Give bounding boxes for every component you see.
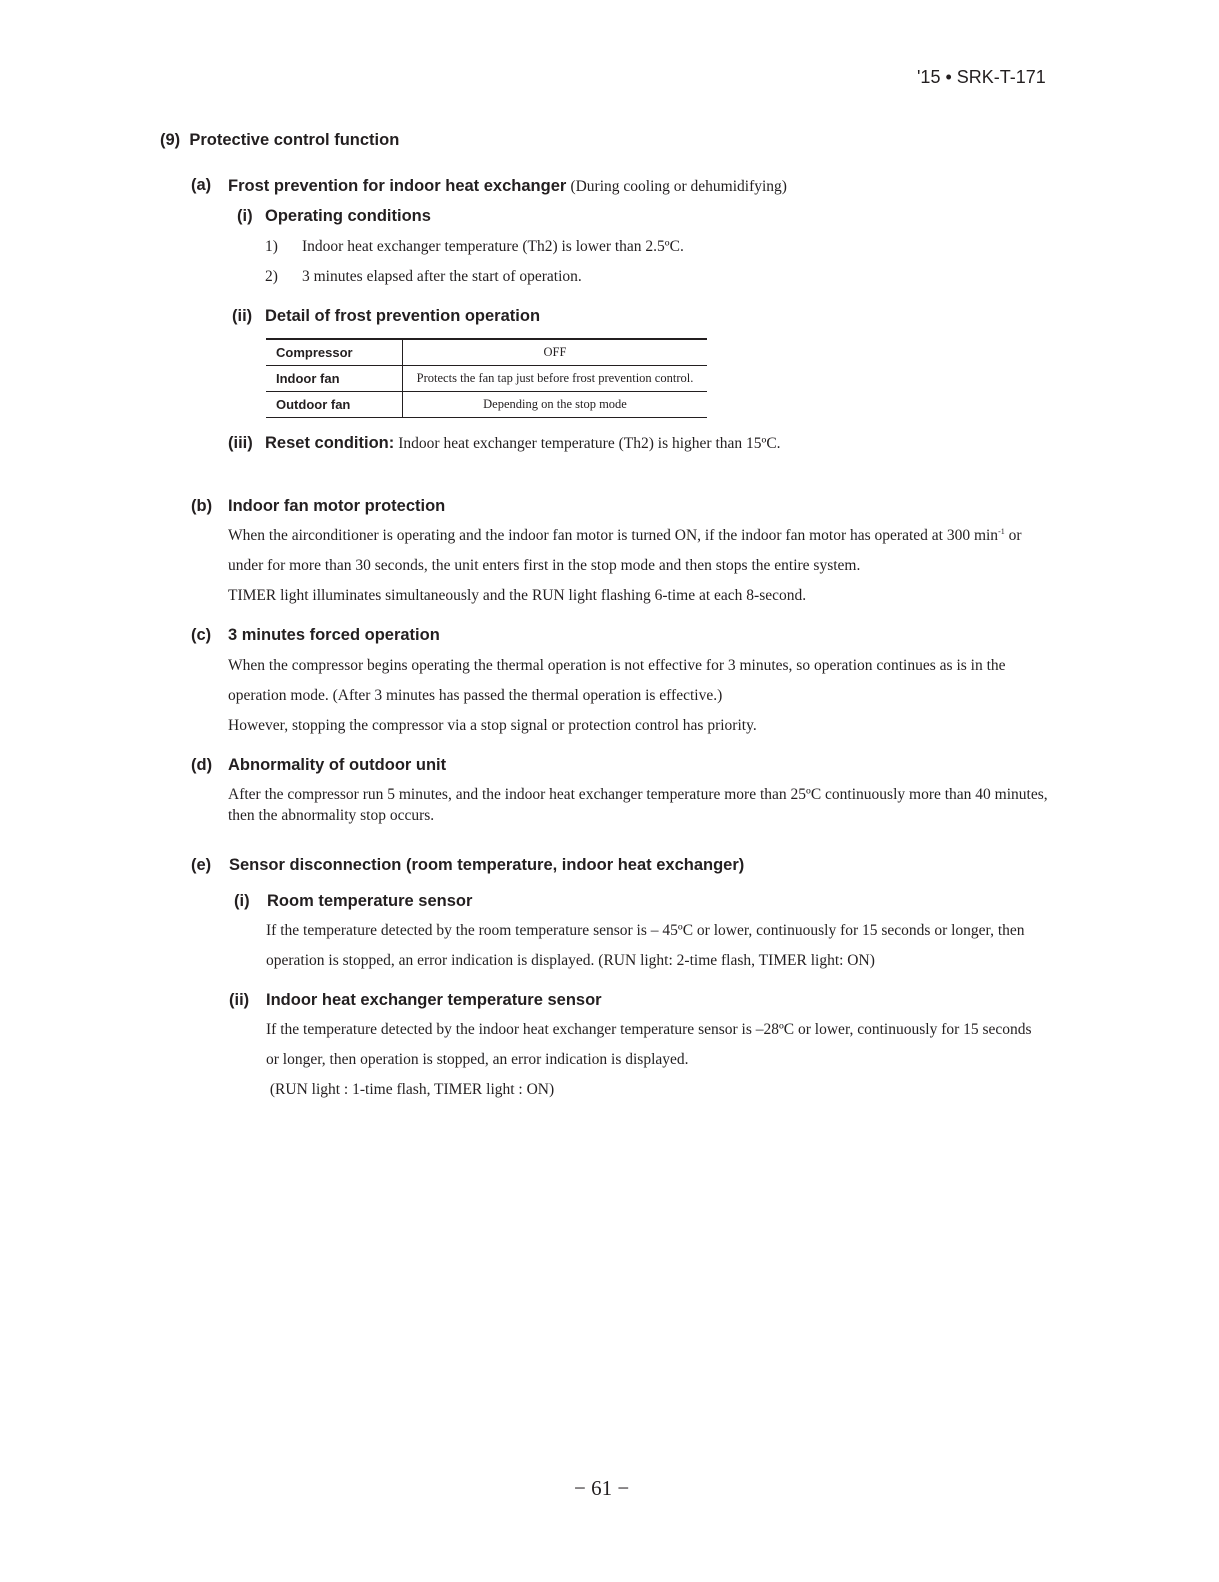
paragraph-line: (RUN light : 1-time flash, TIMER light : ON) bbox=[266, 1081, 555, 1098]
text-run: or bbox=[1004, 527, 1022, 544]
table-key: Indoor fan bbox=[266, 366, 403, 392]
item-a-i-label: (i) bbox=[237, 207, 253, 225]
table-row bbox=[266, 392, 707, 418]
subsection-e-label: (e) bbox=[191, 856, 212, 874]
paragraph-line: operation mode. (After 3 minutes has passed the thermal operation is effective.) bbox=[228, 687, 723, 704]
condition-number: 2) bbox=[265, 268, 278, 285]
subsection-e-title: Sensor disconnection (room temperature, indoor heat exchanger) bbox=[229, 856, 745, 874]
section-title: Protective control function bbox=[189, 131, 400, 149]
subsection-b-title: Indoor fan motor protection bbox=[228, 497, 446, 515]
table-key: Compressor bbox=[266, 339, 403, 366]
section-heading bbox=[160, 131, 399, 150]
condition-text: Indoor heat exchanger temperature (Th2) is lower than 2.5ºC. bbox=[302, 238, 684, 255]
item-e-ii-label: (ii) bbox=[229, 991, 250, 1009]
reset-condition-text: Indoor heat exchanger temperature (Th2) is higher than 15ºC. bbox=[398, 435, 781, 452]
item-a-ii-title: Detail of frost prevention operation bbox=[265, 307, 541, 325]
item-e-i-label: (i) bbox=[234, 892, 250, 910]
paragraph-line: operation is stopped, an error indication is displayed. (RUN light: 2-time flash, TIMER light: ON) bbox=[266, 952, 875, 969]
subsection-c-label: (c) bbox=[191, 626, 212, 644]
paragraph-line: If the temperature detected by the indoor heat exchanger temperature sensor is –28ºC or lower, continuously for 15 seconds bbox=[266, 1021, 1032, 1038]
paragraph-line: However, stopping the compressor via a stop signal or protection control has priority. bbox=[228, 717, 757, 734]
item-e-ii-title: Indoor heat exchanger temperature sensor bbox=[266, 991, 602, 1009]
paragraph-line: After the compressor run 5 minutes, and the indoor heat exchanger temperature more than 25ºC continuously more than 40 minutes, bbox=[228, 786, 1048, 803]
text-run: When the airconditioner is operating and the indoor fan motor is turned ON, if the indoor fan motor has operated at 300 min bbox=[228, 527, 999, 544]
paragraph-line: When the compressor begins operating the thermal operation is not effective for 3 minutes, so operation continues as is in the bbox=[228, 657, 1006, 674]
table-row bbox=[266, 366, 707, 392]
table-row bbox=[266, 339, 707, 366]
subsection-d-label: (d) bbox=[191, 756, 213, 774]
subsection-a-title: Frost prevention for indoor heat exchanger bbox=[228, 177, 567, 195]
subsection-c-title: 3 minutes forced operation bbox=[228, 626, 440, 644]
subsection-d-title: Abnormality of outdoor unit bbox=[228, 756, 447, 774]
paragraph-line: or longer, then operation is stopped, an error indication is displayed. bbox=[266, 1051, 689, 1068]
condition-number: 1) bbox=[265, 238, 278, 255]
paragraph-line: TIMER light illuminates simultaneously and the RUN light flashing 6-time at each 8-second. bbox=[228, 587, 807, 604]
item-a-i-title: Operating conditions bbox=[265, 207, 431, 225]
paragraph-line: under for more than 30 seconds, the unit enters first in the stop mode and then stops the entire system. bbox=[228, 557, 861, 574]
table-value: Protects the fan tap just before frost prevention control. bbox=[403, 366, 708, 392]
table-value: OFF bbox=[403, 339, 708, 366]
subsection-a-label: (a) bbox=[191, 176, 212, 194]
reset-condition-title: Reset condition: bbox=[265, 434, 395, 452]
item-a-ii-label: (ii) bbox=[232, 307, 253, 325]
page-number: − 61 − bbox=[574, 1476, 630, 1500]
section-number: (9) bbox=[160, 131, 181, 149]
document-id: '15 • SRK-T-171 bbox=[917, 67, 1046, 87]
table-key: Outdoor fan bbox=[266, 392, 403, 418]
table-value: Depending on the stop mode bbox=[403, 392, 708, 418]
subsection-a-heading bbox=[228, 176, 787, 196]
reset-condition bbox=[265, 434, 781, 453]
subsection-b-label: (b) bbox=[191, 497, 213, 515]
superscript: -1 bbox=[998, 527, 1005, 536]
item-a-iii-label: (iii) bbox=[228, 434, 253, 452]
subsection-a-note: (During cooling or dehumidifying) bbox=[570, 178, 787, 195]
paragraph-line bbox=[228, 527, 1022, 545]
paragraph-line: then the abnormality stop occurs. bbox=[228, 807, 435, 824]
condition-text: 3 minutes elapsed after the start of operation. bbox=[302, 268, 582, 285]
item-e-i-title: Room temperature sensor bbox=[267, 892, 473, 910]
paragraph-line: If the temperature detected by the room temperature sensor is – 45ºC or lower, continuously for 15 seconds or longer, then bbox=[266, 922, 1025, 939]
frost-prevention-table bbox=[266, 338, 707, 418]
